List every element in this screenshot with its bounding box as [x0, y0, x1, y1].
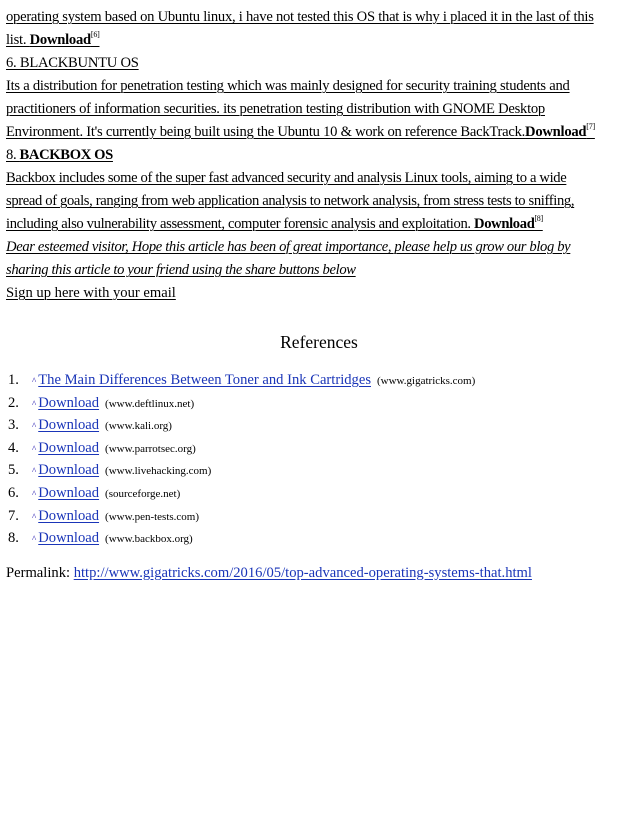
previous-section-line-1: operating system based on Ubuntu linux, i have not tested this OS that is why i placed it in the last of this: [6, 9, 594, 25]
download-link-8[interactable]: Download: [474, 216, 535, 232]
backbox-line-3: including also vulnerability assessment, computer forensic analysis and exploitation.: [6, 216, 475, 232]
backbox-number: 8.: [6, 147, 20, 163]
references-list: [6, 369, 632, 550]
backbox-line-2: spread of goals, ranging from web application analysis to network analysis, from stress tests to sniffing,: [6, 193, 575, 209]
permalink-row: [6, 562, 632, 585]
download-link-6[interactable]: Download: [29, 32, 91, 48]
reference-source: (www.pen-tests.com): [105, 510, 200, 523]
reference-source: (www.backbox.org): [105, 533, 193, 546]
visitor-message: [6, 236, 632, 282]
reference-link[interactable]: Download: [38, 484, 100, 501]
reference-link[interactable]: Download: [38, 439, 100, 456]
reference-item: 2. ^ Download (www.deftlinux.net): [6, 392, 632, 415]
signup-link[interactable]: Sign up here with your email: [6, 285, 176, 301]
reference-number: 5.: [8, 462, 19, 479]
references-heading: References: [280, 332, 358, 352]
previous-section-text: [6, 6, 632, 52]
reference-item: 3. ^ Download (www.kali.org): [6, 414, 632, 437]
blackbuntu-heading: 6. BLACKBUNTU OS: [6, 55, 139, 71]
visitor-line-1: Dear esteemed visitor, Hope this article has been of great importance, please help us grow our blog by: [6, 239, 571, 255]
reference-source: (www.livehacking.com): [105, 465, 212, 478]
reference-number: 8.: [8, 530, 19, 547]
reference-link[interactable]: Download: [38, 394, 100, 411]
reference-source: (sourceforge.net): [105, 487, 181, 500]
reference-item: 1. ^ The Main Differences Between Toner and Ink Cartridges (www.gigatricks.com): [6, 369, 632, 392]
reference-source: (www.kali.org): [105, 420, 172, 433]
reference-link[interactable]: Download: [38, 462, 100, 479]
reference-source: (www.gigatricks.com): [377, 375, 476, 387]
reference-number: 3.: [8, 417, 19, 434]
reference-item: 4. ^ Download (www.parrotsec.org): [6, 437, 632, 460]
reference-link[interactable]: Download: [38, 507, 100, 524]
permalink-label: Permalink:: [6, 564, 74, 581]
reference-number: 7.: [8, 507, 19, 524]
reference-item: 8. ^ Download (www.backbox.org): [6, 527, 632, 550]
download-link-7[interactable]: Download: [525, 124, 587, 140]
blackbuntu-line-1: Its a distribution for penetration testing which was mainly designed for security training students and: [6, 78, 570, 94]
reference-number: 6.: [8, 484, 19, 501]
footnote-6[interactable]: [6]: [90, 30, 100, 39]
permalink-url[interactable]: http://www.gigatricks.com/2016/05/top-advanced-operating-systems-that.html: [73, 564, 532, 581]
footnote-8[interactable]: [8]: [534, 214, 543, 223]
backbox-heading: BACKBOX OS: [19, 147, 113, 163]
reference-number: 4.: [8, 439, 19, 456]
reference-link[interactable]: Download: [38, 417, 100, 434]
section-blackbuntu: [6, 52, 632, 144]
reference-item: 7. ^ Download (www.pen-tests.com): [6, 505, 632, 528]
reference-source: (www.deftlinux.net): [105, 397, 195, 410]
reference-number: 1.: [8, 372, 19, 388]
reference-item: 6. ^ Download (sourceforge.net): [6, 482, 632, 505]
footnote-7[interactable]: [7]: [586, 122, 595, 131]
reference-link[interactable]: Download: [38, 530, 100, 547]
backbox-line-1: Backbox includes some of the super fast advanced security and analysis Linux tools, aiming to a wide: [6, 170, 567, 186]
visitor-line-2: sharing this article to your friend using the share buttons below: [6, 262, 356, 278]
reference-link[interactable]: The Main Differences Between Toner and Ink Cartridges: [38, 372, 371, 388]
blackbuntu-line-3: Environment. It's currently being built using the Ubuntu 10 & work on reference BackTrack.: [6, 124, 526, 140]
reference-number: 2.: [8, 394, 19, 411]
reference-source: (www.parrotsec.org): [105, 442, 196, 455]
previous-section-line-2: list.: [6, 32, 30, 48]
reference-item: 5. ^ Download (www.livehacking.com): [6, 459, 632, 482]
blackbuntu-line-2: practitioners of information securities. its penetration testing distribution with GNOME Desktop: [6, 101, 545, 117]
section-backbox: [6, 144, 632, 236]
